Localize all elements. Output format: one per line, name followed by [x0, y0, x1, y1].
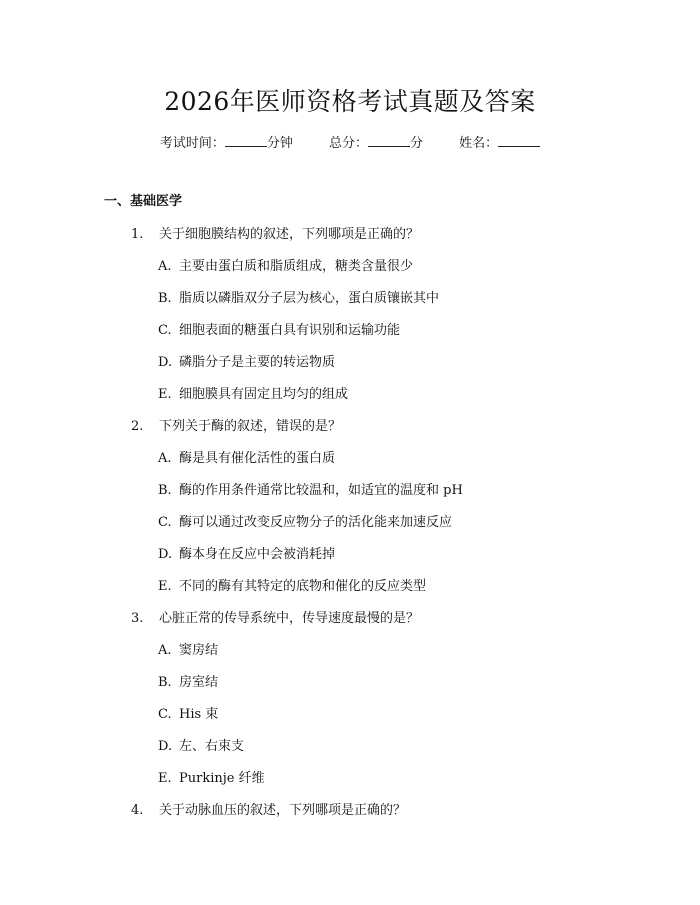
option-text: 酶的作用条件通常比较温和，如适宜的温度和 pH: [179, 483, 463, 498]
option-text: 左、右束支: [179, 739, 245, 754]
question-text: 关于细胞膜结构的叙述，下列哪项是正确的？: [159, 227, 420, 242]
option-1b: [158, 287, 439, 306]
question-number: 4.: [131, 803, 144, 818]
option-1d: [158, 351, 335, 370]
option-text: His 束: [179, 707, 219, 722]
option-3d: [158, 735, 244, 754]
exam-time: [160, 132, 293, 151]
question-number: 1.: [131, 227, 144, 242]
question-text: 心脏正常的传导系统中，传导速度最慢的是？: [159, 611, 420, 626]
question-4: [131, 799, 406, 818]
question-text: 下列关于酶的叙述，错误的是？: [159, 419, 342, 434]
option-2c: [158, 511, 452, 530]
option-3b: [158, 671, 218, 690]
option-text: 房室结: [179, 675, 219, 690]
option-label: E.: [158, 579, 172, 594]
exam-info-line: [0, 132, 700, 151]
option-text: 不同的酶有其特定的底物和催化的反应类型: [179, 579, 427, 594]
option-label: C.: [158, 323, 172, 338]
student-name-blank: [498, 134, 540, 147]
total-score-unit: 分: [410, 136, 424, 151]
document-title: 2026年医师资格考试真题及答案: [164, 87, 536, 116]
option-2e: [158, 575, 426, 594]
option-label: C.: [158, 707, 172, 722]
option-text: Purkinje 纤维: [179, 771, 265, 786]
option-text: 磷脂分子是主要的转运物质: [179, 355, 336, 370]
option-text: 细胞膜具有固定且均匀的组成: [179, 387, 349, 402]
option-text: 脂质以磷脂双分子层为核心，蛋白质镶嵌其中: [179, 291, 440, 306]
option-text: 酶是具有催化活性的蛋白质: [179, 451, 336, 466]
option-label: B.: [158, 675, 172, 690]
option-label: A.: [158, 643, 172, 658]
option-1a: [158, 255, 413, 274]
student-name-label: 姓名：: [459, 136, 499, 151]
exam-time-label: 考试时间：: [159, 136, 225, 151]
option-label: A.: [158, 259, 172, 274]
option-3c: [158, 703, 218, 722]
option-label: E.: [158, 387, 172, 402]
option-label: C.: [158, 515, 172, 530]
total-score: [329, 132, 423, 151]
option-1c: [158, 319, 400, 338]
total-score-label: 总分：: [328, 136, 368, 151]
section-heading: 一、基础医学: [104, 194, 183, 209]
option-text: 窦房结: [179, 643, 219, 658]
option-label: A.: [158, 451, 172, 466]
option-text: 酶可以通过改变反应物分子的活化能来加速反应: [179, 515, 453, 530]
student-name: [459, 132, 540, 151]
option-text: 细胞表面的糖蛋白具有识别和运输功能: [179, 323, 401, 338]
option-label: B.: [158, 291, 172, 306]
question-number: 2.: [131, 419, 144, 434]
exam-time-blank: [225, 134, 267, 147]
option-label: D.: [158, 355, 173, 370]
question-3: [131, 607, 419, 626]
option-label: D.: [158, 739, 173, 754]
question-2: [131, 415, 341, 434]
question-number: 3.: [131, 611, 144, 626]
option-text: 主要由蛋白质和脂质组成，糖类含量很少: [179, 259, 414, 274]
option-3e: [158, 767, 265, 786]
option-2b: [158, 479, 463, 498]
option-3a: [158, 639, 218, 658]
option-label: D.: [158, 547, 173, 562]
question-1: [131, 223, 419, 242]
option-2d: [158, 543, 335, 562]
total-score-blank: [368, 134, 410, 147]
option-1e: [158, 383, 348, 402]
option-2a: [158, 447, 335, 466]
question-text: 关于动脉血压的叙述，下列哪项是正确的？: [159, 803, 407, 818]
option-text: 酶本身在反应中会被消耗掉: [179, 547, 336, 562]
exam-time-unit: 分钟: [266, 136, 293, 151]
option-label: B.: [158, 483, 172, 498]
option-label: E.: [158, 771, 172, 786]
